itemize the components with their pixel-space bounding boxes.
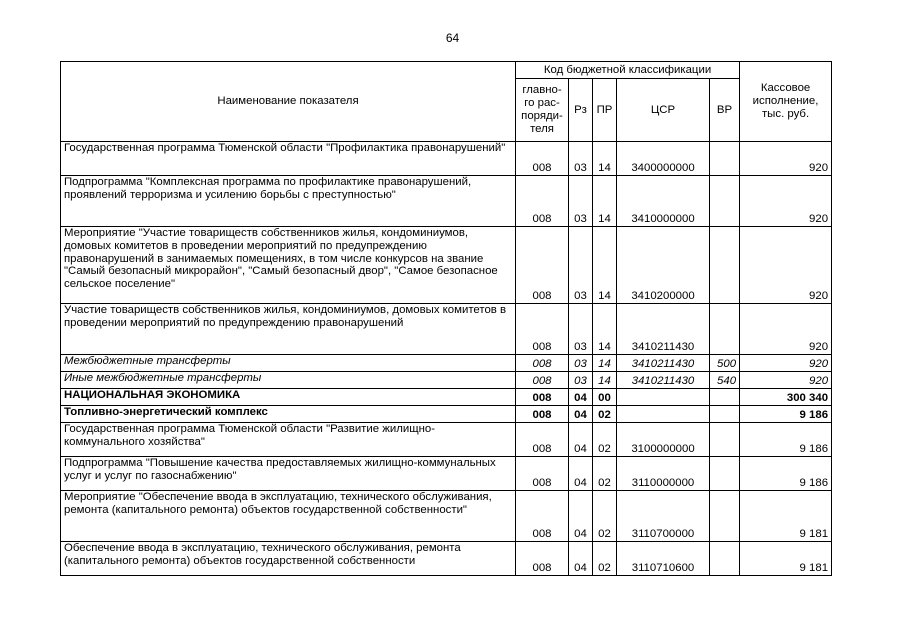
indicator-name: Государственная программа Тюменской области "Профилактика правонарушений" bbox=[61, 142, 516, 176]
expense-type-code bbox=[710, 142, 740, 176]
table-row bbox=[61, 304, 832, 355]
table-row bbox=[61, 176, 832, 227]
header-section: Рз bbox=[569, 79, 593, 142]
indicator-name: Мероприятие "Участие товариществ собственников жилья, кондоминиумов, домовых комитетов в проведении мероприятий по предупреждению правонарушений в занимаемых помещениях, в том числе конкурсов на звание "Самый безопасный микрорайон", "Самый безопасный двор", "Самое безопасное сельское поселение" bbox=[61, 227, 516, 304]
expense-type-code bbox=[710, 457, 740, 491]
indicator-name: Подпрограмма "Комплексная программа по профилактике правонарушений, проявлений терроризма и усилению борьбы с преступностью" bbox=[61, 176, 516, 227]
main-administrator-code: 008 bbox=[516, 389, 569, 406]
main-administrator-code: 008 bbox=[516, 227, 569, 304]
indicator-name: Обеспечение ввода в эксплуатацию, технического обслуживания, ремонта (капитального ремонта) объектов государственной собственности bbox=[61, 542, 516, 576]
main-administrator-code: 008 bbox=[516, 355, 569, 372]
subsection-code: 02 bbox=[593, 457, 617, 491]
cash-execution-amount: 9 181 bbox=[740, 491, 832, 542]
header-budget-classification-code: Код бюджетной классификации bbox=[516, 62, 740, 79]
indicator-name: Топливно-энергетический комплекс bbox=[61, 406, 516, 423]
indicator-name: Межбюджетные трансферты bbox=[61, 355, 516, 372]
page-number: 64 bbox=[445, 31, 460, 45]
subsection-code: 02 bbox=[593, 406, 617, 423]
section-code: 03 bbox=[569, 372, 593, 389]
table-row bbox=[61, 227, 832, 304]
table-row bbox=[61, 542, 832, 576]
table-row bbox=[61, 457, 832, 491]
section-code: 04 bbox=[569, 457, 593, 491]
section-code: 03 bbox=[569, 355, 593, 372]
target-article-code bbox=[617, 389, 710, 406]
indicator-name: Участие товариществ собственников жилья, кондоминиумов, домовых комитетов в проведении мероприятий по предупреждению правонарушений bbox=[61, 304, 516, 355]
indicator-name: Мероприятие "Обеспечение ввода в эксплуатацию, технического обслуживания, ремонта (капитального ремонта) объектов государственной собственности" bbox=[61, 491, 516, 542]
table-body bbox=[61, 142, 832, 576]
table-row bbox=[61, 142, 832, 176]
table-row bbox=[61, 372, 832, 389]
cash-execution-amount: 920 bbox=[740, 227, 832, 304]
subsection-code: 02 bbox=[593, 423, 617, 457]
section-code: 03 bbox=[569, 142, 593, 176]
expense-type-code bbox=[710, 406, 740, 423]
section-code: 03 bbox=[569, 304, 593, 355]
expense-type-code bbox=[710, 542, 740, 576]
expense-type-code: 540 bbox=[710, 372, 740, 389]
indicator-name: Иные межбюджетные трансферты bbox=[61, 372, 516, 389]
target-article-code bbox=[617, 406, 710, 423]
budget-execution-table bbox=[60, 61, 832, 576]
header-main-administrator: главно- го рас- поряди- теля bbox=[516, 79, 569, 142]
cash-execution-amount: 300 340 bbox=[740, 389, 832, 406]
indicator-name: Государственная программа Тюменской области "Развитие жилищно-коммунального хозяйства" bbox=[61, 423, 516, 457]
subsection-code: 14 bbox=[593, 176, 617, 227]
table-row bbox=[61, 389, 832, 406]
expense-type-code bbox=[710, 304, 740, 355]
subsection-code: 14 bbox=[593, 304, 617, 355]
subsection-code: 14 bbox=[593, 372, 617, 389]
cash-execution-amount: 9 186 bbox=[740, 457, 832, 491]
table-row bbox=[61, 423, 832, 457]
expense-type-code bbox=[710, 227, 740, 304]
cash-execution-amount: 920 bbox=[740, 304, 832, 355]
section-code: 04 bbox=[569, 491, 593, 542]
main-administrator-code: 008 bbox=[516, 372, 569, 389]
subsection-code: 00 bbox=[593, 389, 617, 406]
cash-execution-amount: 920 bbox=[740, 176, 832, 227]
cash-execution-amount: 9 186 bbox=[740, 423, 832, 457]
cash-execution-amount: 9 186 bbox=[740, 406, 832, 423]
expense-type-code bbox=[710, 389, 740, 406]
cash-execution-amount: 9 181 bbox=[740, 542, 832, 576]
indicator-name: НАЦИОНАЛЬНАЯ ЭКОНОМИКА bbox=[61, 389, 516, 406]
section-code: 03 bbox=[569, 176, 593, 227]
target-article-code: 3410200000 bbox=[617, 227, 710, 304]
subsection-code: 14 bbox=[593, 227, 617, 304]
target-article-code: 3410211430 bbox=[617, 355, 710, 372]
expense-type-code bbox=[710, 176, 740, 227]
section-code: 03 bbox=[569, 227, 593, 304]
main-administrator-code: 008 bbox=[516, 176, 569, 227]
target-article-code: 3400000000 bbox=[617, 142, 710, 176]
indicator-name: Подпрограмма "Повышение качества предоставляемых жилищно-коммунальных услуг и услуг по газоснабжению" bbox=[61, 457, 516, 491]
target-article-code: 3410211430 bbox=[617, 304, 710, 355]
cash-execution-amount: 920 bbox=[740, 355, 832, 372]
header-expense-type: ВР bbox=[710, 79, 740, 142]
subsection-code: 14 bbox=[593, 142, 617, 176]
table-row bbox=[61, 491, 832, 542]
target-article-code: 3110000000 bbox=[617, 457, 710, 491]
main-administrator-code: 008 bbox=[516, 491, 569, 542]
main-administrator-code: 008 bbox=[516, 542, 569, 576]
main-administrator-code: 008 bbox=[516, 304, 569, 355]
section-code: 04 bbox=[569, 389, 593, 406]
subsection-code: 02 bbox=[593, 491, 617, 542]
subsection-code: 02 bbox=[593, 542, 617, 576]
main-administrator-code: 008 bbox=[516, 142, 569, 176]
section-code: 04 bbox=[569, 542, 593, 576]
header-indicator-name: Наименование показателя bbox=[61, 62, 516, 142]
section-code: 04 bbox=[569, 423, 593, 457]
expense-type-code bbox=[710, 423, 740, 457]
main-administrator-code: 008 bbox=[516, 457, 569, 491]
expense-type-code: 500 bbox=[710, 355, 740, 372]
header-subsection: ПР bbox=[593, 79, 617, 142]
target-article-code: 3100000000 bbox=[617, 423, 710, 457]
expense-type-code bbox=[710, 491, 740, 542]
main-administrator-code: 008 bbox=[516, 423, 569, 457]
target-article-code: 3110710600 bbox=[617, 542, 710, 576]
main-administrator-code: 008 bbox=[516, 406, 569, 423]
header-target-article: ЦСР bbox=[617, 79, 710, 142]
table-row bbox=[61, 406, 832, 423]
target-article-code: 3110700000 bbox=[617, 491, 710, 542]
header-cash-execution: Кассовое исполнение, тыс. руб. bbox=[740, 62, 832, 142]
cash-execution-amount: 920 bbox=[740, 142, 832, 176]
section-code: 04 bbox=[569, 406, 593, 423]
table-row bbox=[61, 355, 832, 372]
target-article-code: 3410211430 bbox=[617, 372, 710, 389]
target-article-code: 3410000000 bbox=[617, 176, 710, 227]
subsection-code: 14 bbox=[593, 355, 617, 372]
cash-execution-amount: 920 bbox=[740, 372, 832, 389]
